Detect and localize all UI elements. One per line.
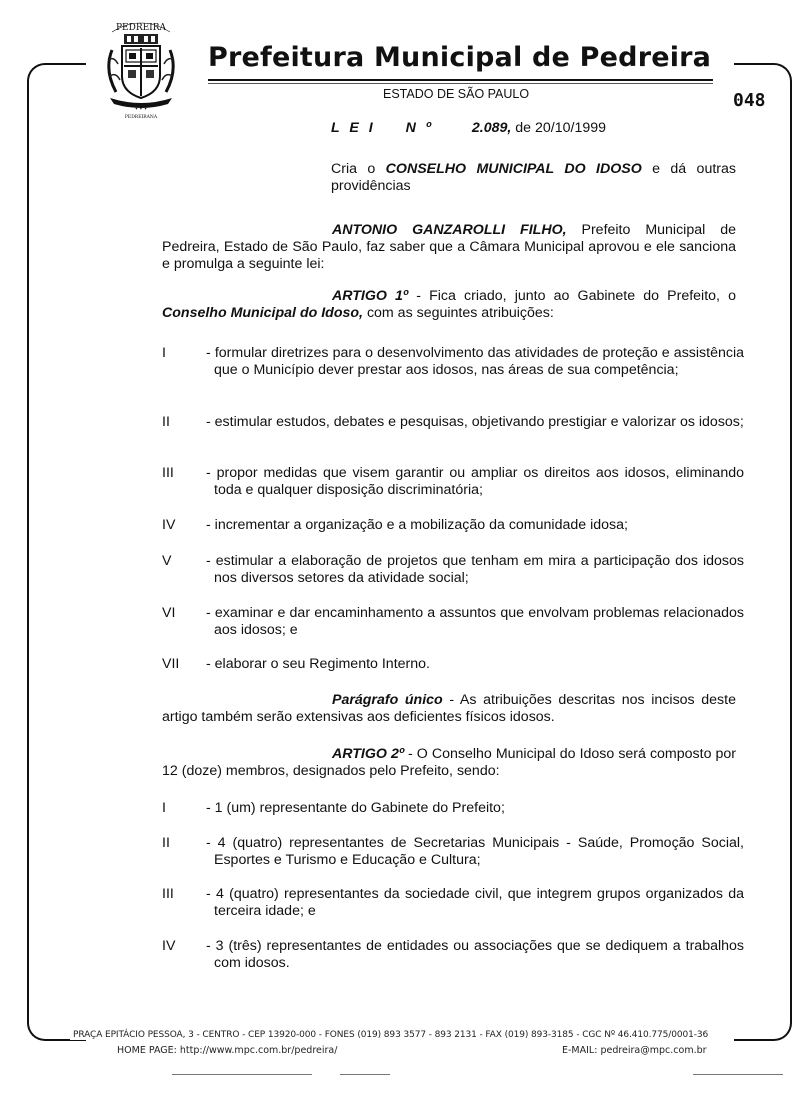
law-summary xyxy=(331,161,736,195)
paragrafo-unico-text: - As atribuições descritas nos incisos deste artigo também serão extensivas aos deficientes físicos idosos. xyxy=(162,692,736,725)
item-number: V xyxy=(162,553,172,569)
svg-text:✦ ✦ ✦: ✦ ✦ ✦ xyxy=(134,106,148,111)
scan-artifact xyxy=(340,1074,390,1075)
footer-homepage: HOME PAGE: http://www.mpc.com.br/pedreira/ xyxy=(117,1045,338,1056)
item-number: IV xyxy=(162,517,176,533)
item-text: - examinar e dar encaminhamento a assuntos que envolvam problemas relacionados aos idosos; e xyxy=(206,605,744,638)
item-number: I xyxy=(162,800,166,816)
item-text: - 1 (um) representante do Gabinete do Prefeito; xyxy=(206,800,505,816)
preamble-text: Prefeito Municipal de Pedreira, Estado de São Paulo, faz saber que a Câmara Municipal aprovou e ele sanciona e promulga a seguinte lei: xyxy=(162,222,736,272)
article-2-text: - O Conselho Municipal do Idoso será composto por 12 (doze) membros, designados pelo Prefeito, sendo: xyxy=(162,746,736,779)
crest-top-text: PEDREIRA xyxy=(115,23,167,33)
article-1 xyxy=(162,288,736,322)
item-number: III xyxy=(162,465,174,481)
paragrafo-unico-label: Parágrafo único xyxy=(332,692,443,708)
law-number: 2.089, xyxy=(471,120,512,136)
scan-artifact xyxy=(693,1074,783,1075)
preamble xyxy=(162,222,736,273)
numero-label: N º xyxy=(405,120,434,136)
item-text: - estimular a elaboração de projetos que tenham em mira a participação dos idosos nos diversos setores da atividade social; xyxy=(206,553,744,586)
article-2 xyxy=(162,746,736,780)
item-number: VII xyxy=(162,656,180,672)
law-heading xyxy=(331,120,606,136)
municipal-crest-logo xyxy=(98,10,184,120)
footer-email: E-MAIL: pedreira@mpc.com.br xyxy=(562,1045,707,1056)
article-2-label: ARTIGO 2º xyxy=(332,746,405,762)
article-1-label: ARTIGO 1º xyxy=(332,288,409,304)
summary-highlight: CONSELHO MUNICIPAL DO IDOSO xyxy=(385,161,642,177)
item-number: VI xyxy=(162,605,176,621)
page-frame-left xyxy=(27,63,86,1041)
article-1-text: - Fica criado, junto ao Gabinete do Prefeito, o xyxy=(408,288,736,304)
item-number: III xyxy=(162,886,174,902)
title-underline-thin xyxy=(208,83,713,84)
title-underline xyxy=(208,79,713,81)
page-number-stamp: 048 xyxy=(733,90,766,111)
item-text: - incrementar a organização e a mobilização da comunidade idosa; xyxy=(206,517,628,533)
summary-prefix: Cria o xyxy=(331,161,386,177)
letterhead-title: Prefeitura Municipal de Pedreira xyxy=(208,42,712,73)
item-text: - estimular estudos, debates e pesquisas, objetivando prestigiar e valorizar os idosos; xyxy=(206,414,744,430)
footer-address: PRAÇA EPITÁCIO PESSOA, 3 - CENTRO - CEP 13920-000 - FONES (019) 893 3577 - 893 2131 - FAX (019) 893-3185 - CGC Nº 46.410.775/0001-36 xyxy=(70,1030,711,1040)
summary-suffix: e dá outras providências xyxy=(331,161,736,194)
letterhead-state: ESTADO DE SÃO PAULO xyxy=(383,87,530,101)
mayor-name: ANTONIO GANZAROLLI FILHO, xyxy=(332,222,567,238)
law-date: de 20/10/1999 xyxy=(511,120,607,136)
paragrafo-unico xyxy=(162,692,736,726)
item-text: - elaborar o seu Regimento Interno. xyxy=(206,656,430,672)
article-1-text-end: com as seguintes atribuições: xyxy=(363,305,554,321)
item-number: II xyxy=(162,835,170,851)
item-text: - propor medidas que visem garantir ou ampliar os direitos aos idosos, eliminando toda e qualquer disposição discriminatória; xyxy=(206,465,744,498)
item-text: - 3 (três) representantes de entidades ou associações que se dediquem a trabalhos com idosos. xyxy=(206,938,744,971)
item-text: - 4 (quatro) representantes da sociedade civil, que integrem grupos organizados da terceira idade; e xyxy=(206,886,744,919)
item-number: II xyxy=(162,414,170,430)
item-number: IV xyxy=(162,938,176,954)
item-number: I xyxy=(162,345,166,361)
item-text: - formular diretrizes para o desenvolvimento das atividades de proteção e assistência que o Município dever prestar aos idosos, nas áreas de sua competência; xyxy=(206,345,744,378)
item-text: - 4 (quatro) representantes de Secretarias Municipais - Saúde, Promoção Social, Esportes e Turismo e Educação e Cultura; xyxy=(206,835,744,868)
lei-label: L E I xyxy=(331,120,376,136)
council-name: Conselho Municipal do Idoso, xyxy=(162,305,363,321)
crest-bottom-text: PEDREIRANA xyxy=(124,115,158,120)
scan-artifact xyxy=(172,1074,312,1075)
